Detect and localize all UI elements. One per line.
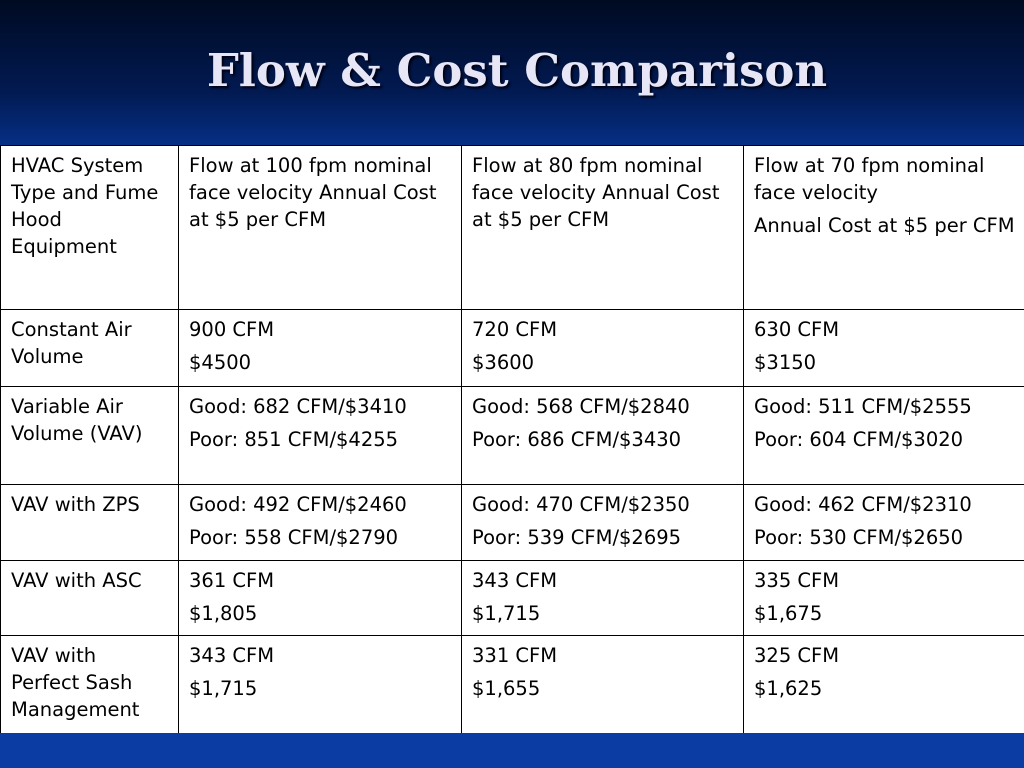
table-cell xyxy=(179,387,462,485)
cell-good: Good: 568 CFM/$2840 xyxy=(472,395,690,418)
cell-cost: $1,805 xyxy=(189,602,258,625)
cell-flow: 361 CFM xyxy=(189,569,275,592)
table-row xyxy=(1,636,1024,735)
cell-flow: 900 CFM xyxy=(189,318,275,341)
table-cell xyxy=(744,310,1024,387)
cell-cost: $4500 xyxy=(189,351,252,374)
cell-cost: $1,675 xyxy=(754,602,823,625)
cell-cost: $3150 xyxy=(754,351,817,374)
cell-poor: Poor: 539 CFM/$2695 xyxy=(472,526,682,549)
cell-good: Good: 682 CFM/$3410 xyxy=(189,395,407,418)
header-70fpm-label: Flow at 70 fpm nominal face velocity xyxy=(754,154,985,204)
row-system-label: VAV with ASC xyxy=(11,569,142,592)
cell-flow: 325 CFM xyxy=(754,644,840,667)
cell-good: Good: 511 CFM/$2555 xyxy=(754,395,972,418)
header-80fpm-label: Flow at 80 fpm nominal face velocity Annual Cost at $5 per CFM xyxy=(472,154,720,231)
cell-cost: $1,715 xyxy=(472,602,541,625)
header-100fpm-cell xyxy=(179,146,462,310)
bottom-band xyxy=(0,733,1024,768)
cell-cost: $3600 xyxy=(472,351,535,374)
table-row xyxy=(1,485,1024,561)
cell-flow: 331 CFM xyxy=(472,644,558,667)
table-cell xyxy=(744,636,1024,735)
table-cell xyxy=(179,561,462,636)
cell-good: Good: 470 CFM/$2350 xyxy=(472,493,690,516)
table-cell xyxy=(462,387,744,485)
cell-good: Good: 492 CFM/$2460 xyxy=(189,493,407,516)
table-cell xyxy=(744,485,1024,561)
header-70fpm-cost-label: Annual Cost at $5 per CFM xyxy=(754,214,1015,237)
header-80fpm-cell xyxy=(462,146,744,310)
table-cell xyxy=(744,387,1024,485)
header-system-label: HVAC System Type and Fume Hood Equipment xyxy=(11,154,159,258)
row-system-label: Constant Air Volume xyxy=(11,318,132,368)
cell-flow: 630 CFM xyxy=(754,318,840,341)
row-system-label: VAV with ZPS xyxy=(11,493,140,516)
table-row xyxy=(1,310,1024,387)
header-system-cell xyxy=(1,146,179,310)
cell-poor: Poor: 558 CFM/$2790 xyxy=(189,526,399,549)
table-cell xyxy=(179,485,462,561)
table-cell xyxy=(462,485,744,561)
cell-poor: Poor: 686 CFM/$3430 xyxy=(472,428,682,451)
table-row xyxy=(1,387,1024,485)
cell-good: Good: 462 CFM/$2310 xyxy=(754,493,972,516)
cell-cost: $1,715 xyxy=(189,677,258,700)
cell-poor: Poor: 530 CFM/$2650 xyxy=(754,526,964,549)
slide-title: Flow & Cost Comparison xyxy=(206,44,828,97)
cell-flow: 343 CFM xyxy=(189,644,275,667)
table-cell xyxy=(179,310,462,387)
table-cell xyxy=(462,561,744,636)
table-cell xyxy=(179,636,462,735)
comparison-table xyxy=(0,145,1024,735)
row-system-label: VAV with Perfect Sash Management xyxy=(11,644,140,721)
cell-flow: 720 CFM xyxy=(472,318,558,341)
row-system-cell xyxy=(1,561,179,636)
table-header-row xyxy=(1,146,1024,310)
row-system-label: Variable Air Volume (VAV) xyxy=(11,395,143,445)
table-row xyxy=(1,561,1024,636)
row-system-cell xyxy=(1,310,179,387)
cell-flow: 335 CFM xyxy=(754,569,840,592)
cell-cost: $1,625 xyxy=(754,677,823,700)
cell-poor: Poor: 604 CFM/$3020 xyxy=(754,428,964,451)
header-100fpm-label: Flow at 100 fpm nominal face velocity Annual Cost at $5 per CFM xyxy=(189,154,437,231)
cell-flow: 343 CFM xyxy=(472,569,558,592)
table-cell xyxy=(462,636,744,735)
row-system-cell xyxy=(1,387,179,485)
table-cell xyxy=(744,561,1024,636)
cell-poor: Poor: 851 CFM/$4255 xyxy=(189,428,399,451)
cell-cost: $1,655 xyxy=(472,677,541,700)
row-system-cell xyxy=(1,636,179,735)
table-cell xyxy=(462,310,744,387)
header-70fpm-cell xyxy=(744,146,1024,310)
row-system-cell xyxy=(1,485,179,561)
